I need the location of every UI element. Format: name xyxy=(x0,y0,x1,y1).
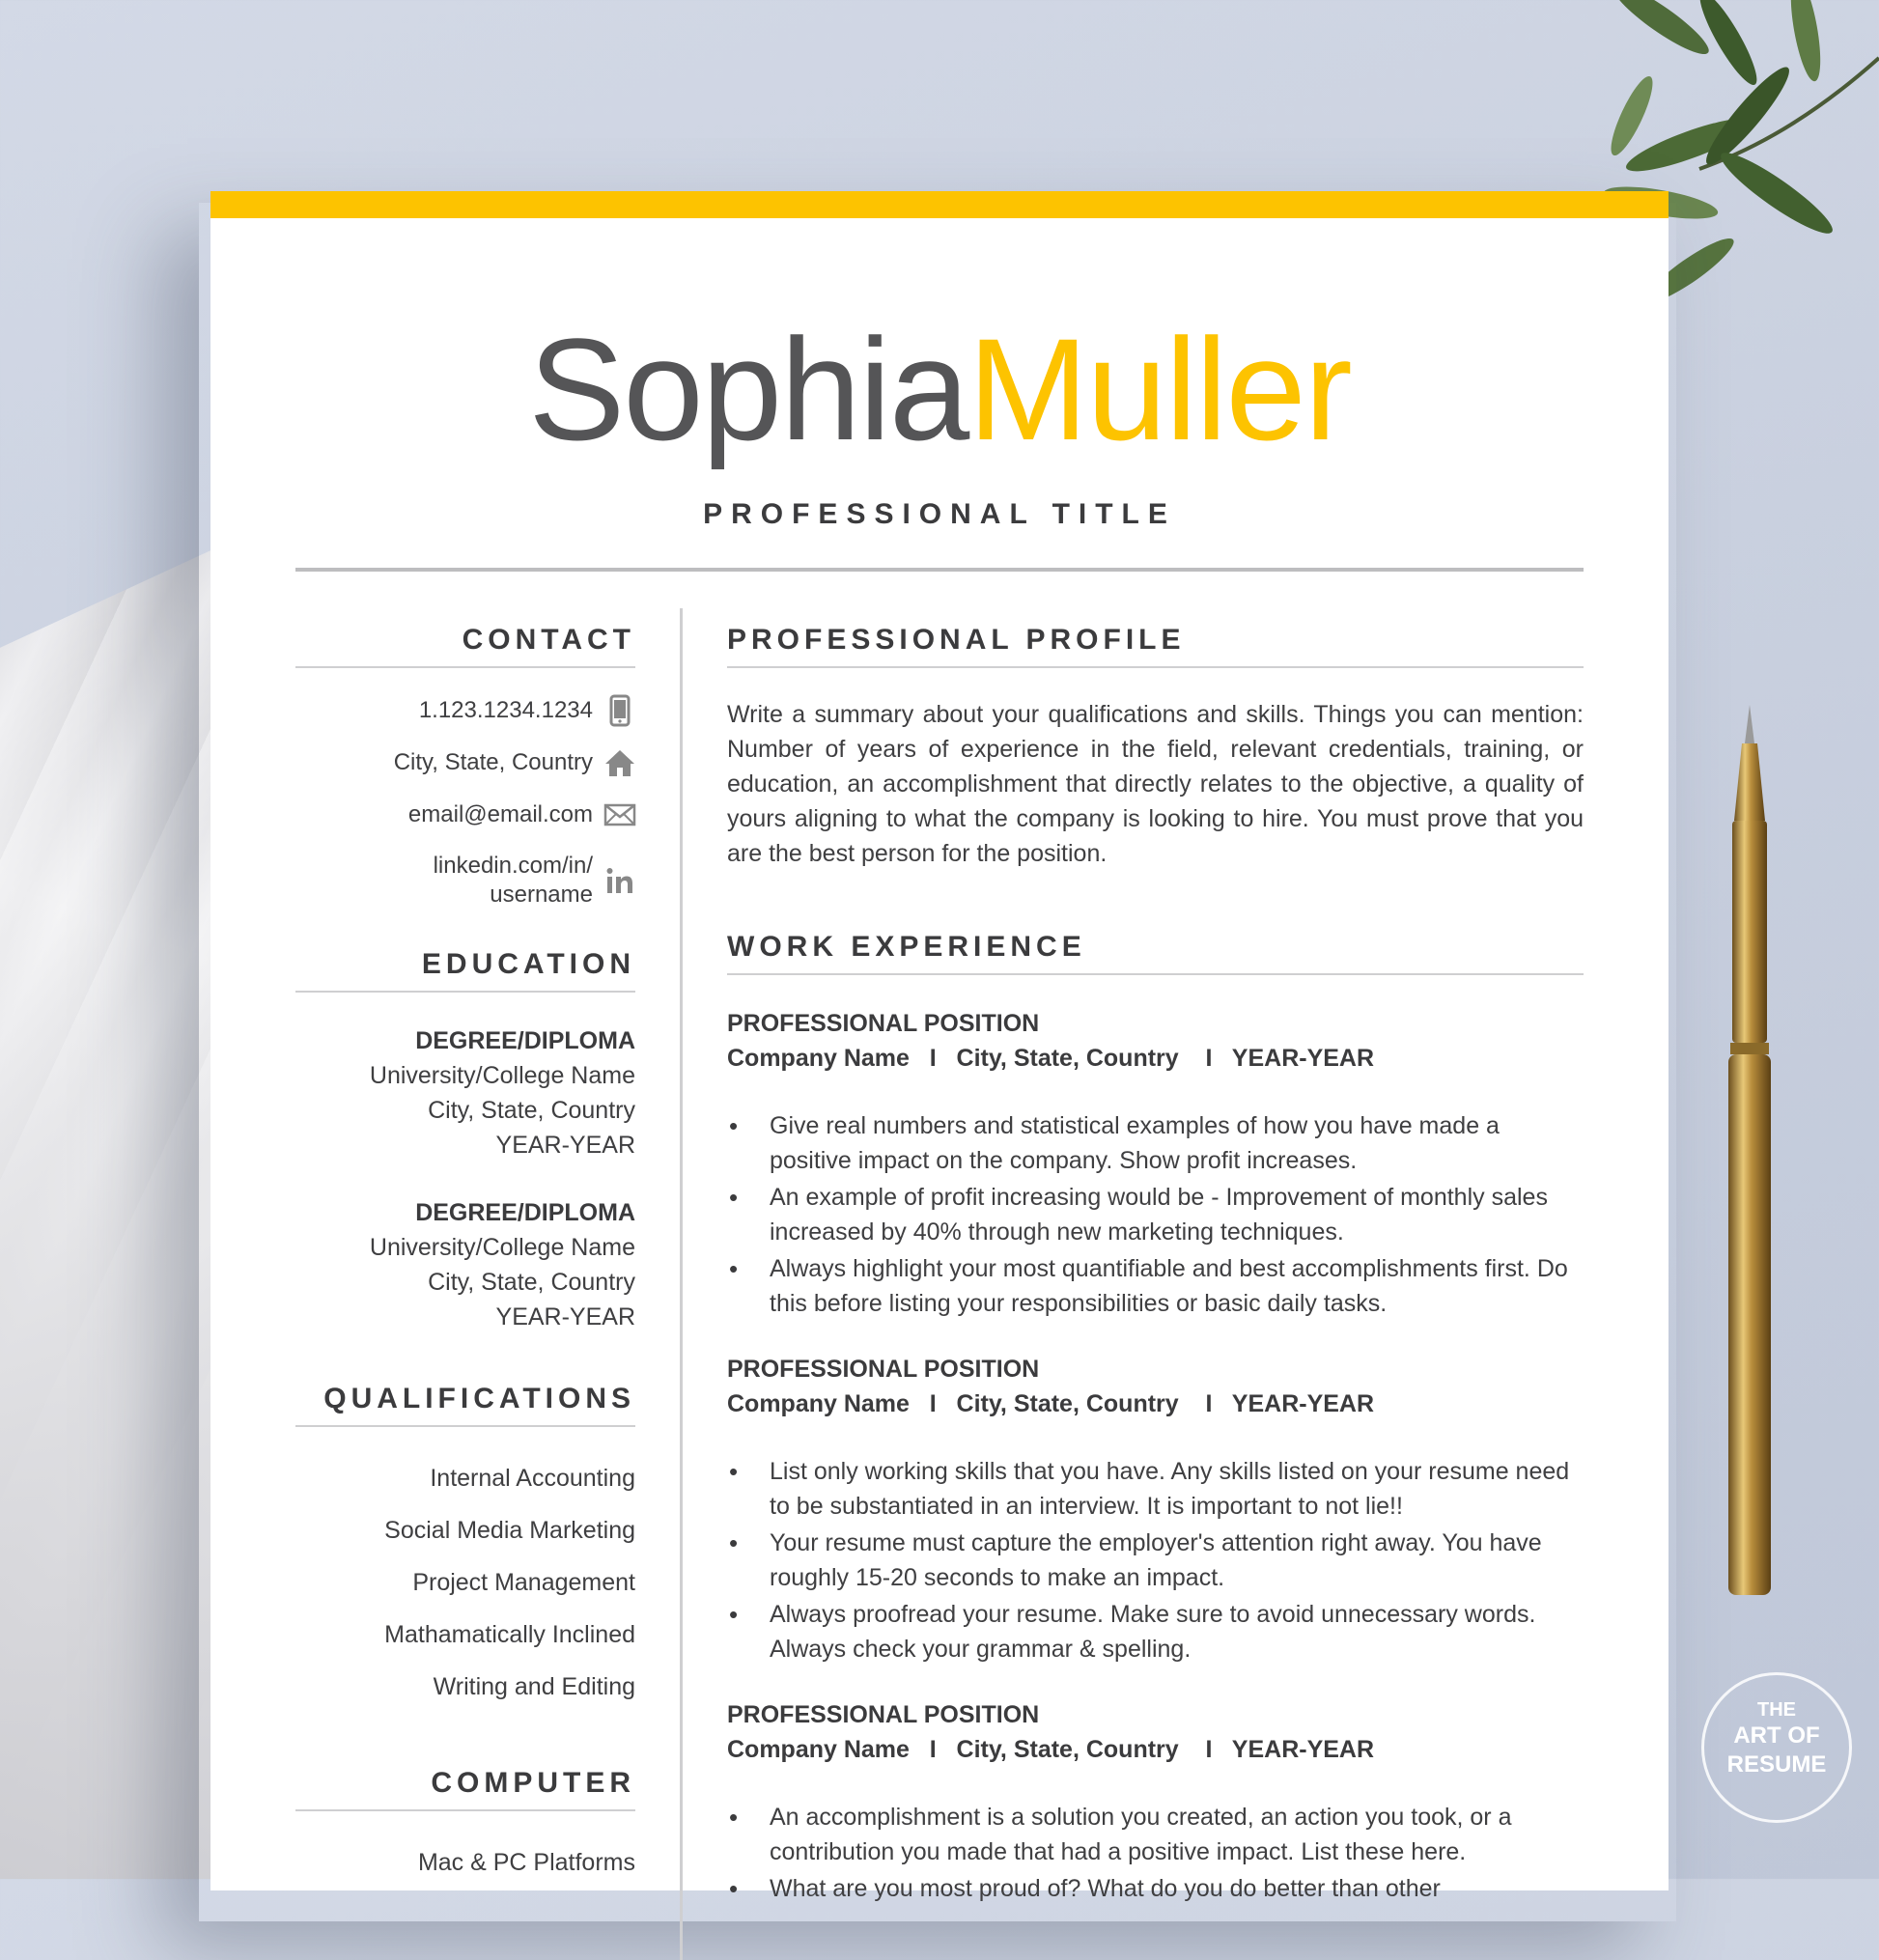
logo-line-1: THE xyxy=(1757,1699,1796,1721)
linkedin-line-1: linkedin.com/in/ xyxy=(433,853,593,879)
job-bullets xyxy=(727,1454,1584,1666)
job-bullet: • Always proofread your resume. Make sure to avoid unnecessary words. Always check your grammar & spelling. xyxy=(727,1597,1584,1666)
qualification-item: Social Media Marketing xyxy=(384,1517,635,1544)
job-bullet: • What are you most proud of? What do you do better than other xyxy=(727,1871,1584,1906)
resume-page xyxy=(210,191,1669,1902)
computer-list xyxy=(295,1836,635,1889)
job-bullet: • Give real numbers and statistical examples of how you have made a positive impact on the company. Show profit increases. xyxy=(727,1108,1584,1178)
job-bullet: • Your resume must capture the employer's attention right away. You have roughly 15-20 seconds to make an impact. xyxy=(727,1526,1584,1595)
job-bullets xyxy=(727,1108,1584,1321)
left-column xyxy=(295,624,635,1889)
education-heading: EDUCATION xyxy=(295,948,635,993)
qualification-item: Writing and Editing xyxy=(433,1673,635,1700)
column-divider xyxy=(680,608,683,1960)
degree-title: DEGREE/DIPLOMA xyxy=(415,1199,635,1226)
job-bullets xyxy=(727,1800,1584,1906)
contact-linkedin xyxy=(295,852,635,910)
job-entry xyxy=(727,1352,1584,1666)
education-item xyxy=(295,1023,635,1334)
profile-summary: Write a summary about your qualifications and skills. Things you can mention: Number of years of experience in the field, relevant credentials, training, or education, an accomplishment that directly relates to the objective, a quality of yours aligning to what the company is looking to hire. You must prove that you are the best person for the position. xyxy=(727,701,1584,867)
job-position: PROFESSIONAL POSITION xyxy=(727,1701,1040,1728)
linkedin-line-2: username xyxy=(490,882,593,908)
contact-email xyxy=(295,799,635,830)
home-icon xyxy=(604,747,635,778)
job-entry xyxy=(727,1006,1584,1321)
last-name: Muller xyxy=(968,308,1351,470)
right-column xyxy=(727,624,1584,1908)
resume-name xyxy=(210,308,1669,470)
qualification-item: Mathamatically Inclined xyxy=(384,1621,635,1648)
job-meta: Company Name I City, State, Country I YEAR-YEAR xyxy=(727,1045,1375,1072)
header-divider xyxy=(295,568,1584,572)
contact-heading: CONTACT xyxy=(295,624,635,668)
school-years: YEAR-YEAR xyxy=(495,1132,635,1159)
logo-line-2: ART OF xyxy=(1733,1722,1820,1749)
job-bullet: • Always highlight your most quantifiable and best accomplishments first. Do this before listing your responsibilities or basic daily tasks. xyxy=(727,1251,1584,1321)
location-text: City, State, Country xyxy=(393,749,593,775)
experience-heading: WORK EXPERIENCE xyxy=(727,931,1584,975)
contact-location xyxy=(295,747,635,778)
marble-background xyxy=(0,541,232,1879)
school-years: YEAR-YEAR xyxy=(495,1303,635,1330)
linkedin-icon xyxy=(604,865,635,896)
email-text: email@email.com xyxy=(407,801,593,827)
phone-icon xyxy=(604,695,635,726)
gold-pen-decoration xyxy=(1709,705,1777,1603)
job-bullet: • An example of profit increasing would be - Improvement of monthly sales increased by 40% through new marketing techniques. xyxy=(727,1180,1584,1249)
linkedin-text xyxy=(434,852,593,910)
profile-heading: PROFESSIONAL PROFILE xyxy=(727,624,1584,668)
computer-heading: COMPUTER xyxy=(295,1767,635,1811)
degree-title: DEGREE/DIPLOMA xyxy=(415,1027,635,1054)
school-name: University/College Name xyxy=(369,1062,635,1089)
qualification-item: Project Management xyxy=(412,1569,635,1596)
qualifications-heading: QUALIFICATIONS xyxy=(295,1383,635,1427)
job-position: PROFESSIONAL POSITION xyxy=(727,1010,1040,1037)
school-location: City, State, Country xyxy=(428,1269,635,1296)
envelope-icon xyxy=(604,799,635,830)
qualifications-list xyxy=(295,1452,635,1713)
qualification-item: Internal Accounting xyxy=(430,1465,635,1492)
contact-list xyxy=(295,695,635,910)
job-entry xyxy=(727,1697,1584,1906)
job-meta: Company Name I City, State, Country I YEAR-YEAR xyxy=(727,1736,1375,1763)
school-location: City, State, Country xyxy=(428,1097,635,1124)
job-bullet: • An accomplishment is a solution you created, an action you took, or a contribution you made that had a positive impact. List these here. xyxy=(727,1800,1584,1869)
logo-line-3: RESUME xyxy=(1726,1751,1827,1778)
job-meta: Company Name I City, State, Country I YEAR-YEAR xyxy=(727,1390,1375,1417)
contact-phone xyxy=(295,695,635,726)
computer-item: Mac & PC Platforms xyxy=(417,1849,635,1876)
first-name: Sophia xyxy=(528,308,968,470)
brand-logo xyxy=(1701,1672,1852,1823)
school-name: University/College Name xyxy=(369,1234,635,1261)
phone-text: 1.123.1234.1234 xyxy=(418,697,593,723)
job-position: PROFESSIONAL POSITION xyxy=(727,1356,1040,1383)
job-bullet: • List only working skills that you have. Any skills listed on your resume need to be substantiated in an interview. It is important to not lie!! xyxy=(727,1454,1584,1524)
professional-title: PROFESSIONAL TITLE xyxy=(703,498,1176,530)
